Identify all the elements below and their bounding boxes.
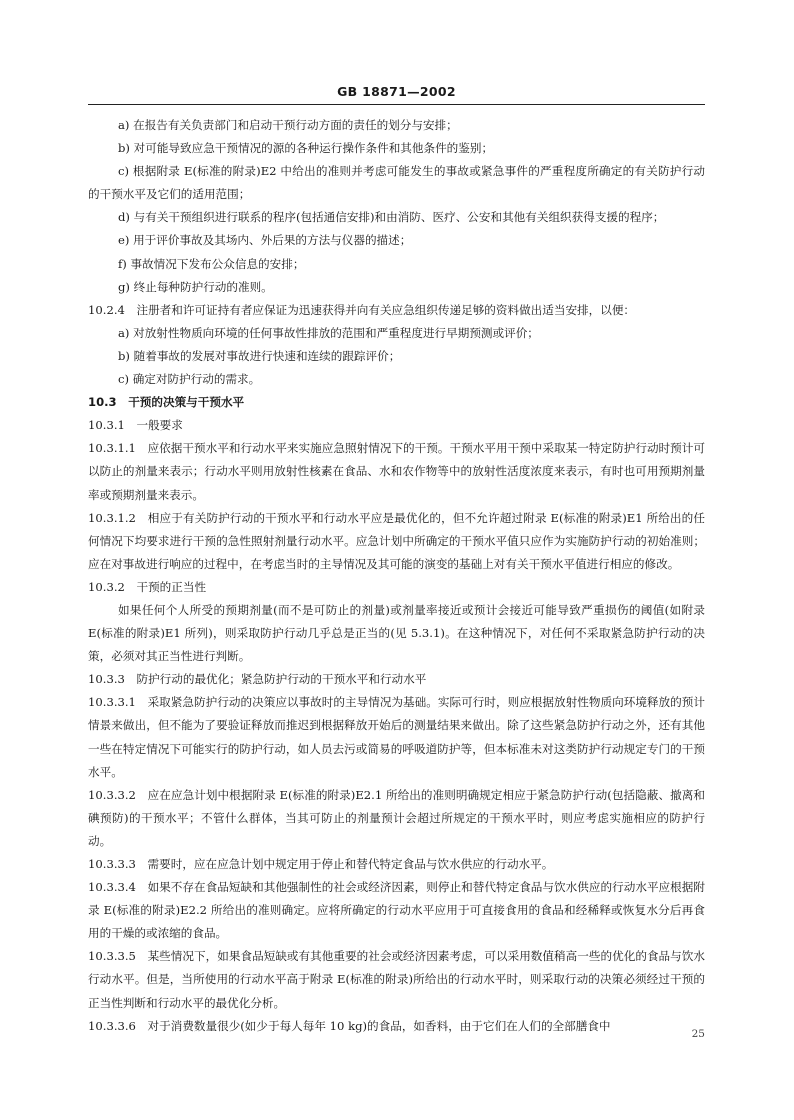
paragraph: c) 确定对防护行动的需求。: [118, 372, 261, 387]
paragraph: 10.3.3.1 采取紧急防护行动的决策应以事故时的主导情况为基础。实际可行时，则应根据放射性物质向环境释放的预计情景来做出，但不能为了要验证释放而推迟到根据释放开始后的测量结果来做出。除了这些紧急防护行动之外，还有其他一些在特定情况下可能实行的防护行动，如人员去污或简易的呼吸道防护等，但本标准未对这类防护行动规定专门的干预水平。: [88, 695, 705, 779]
paragraph: d) 与有关干预组织进行联系的程序(包括通信安排)和由消防、医疗、公安和其他有关组织获得支援的程序；: [118, 210, 665, 225]
paragraph: 10.2.4 注册者和许可证持有者应保证为迅速获得并向有关应急组织传递足够的资料做出适当安排，以便：: [88, 302, 636, 317]
paragraph: 如果任何个人所受的预期剂量(而不是可防止的剂量)或剂量率接近或预计会接近可能导致严重损伤的阈值(如附录 E(标准的附录)E1 所列)，则采取防护行动几乎总是正当的(见 5.3.1)。在这种情况下，对任何不采取紧急防护行动的决策，必须对其正当性进行判断。: [88, 602, 705, 664]
page-number: 25: [691, 1028, 705, 1040]
section-heading: 10.3 干预的决策与干预水平: [88, 395, 245, 410]
paragraph: 10.3.3.2 应在应急计划中根据附录 E(标准的附录)E2.1 所给出的准则明确规定相应于紧急防护行动(包括隐蔽、撤离和碘预防)的干预水平；不管什么群体，当其可防止的剂量预计会超过所规定的干预水平时，则应考虑实施相应的防护行动。: [88, 787, 705, 848]
paragraph: b) 随着事故的发展对事故进行快速和连续的跟踪评价；: [118, 348, 401, 363]
paragraph: a) 对放射性物质向环境的任何事故性排放的范围和严重程度进行早期预测或评价；: [118, 325, 539, 340]
paragraph: 10.3.1.1 应依据干预水平和行动水平来实施应急照射情况下的干预。干预水平用干预中采取某一特定防护行动时预计可以防止的剂量来表示；行动水平则用放射性核素在食品、水和农作物等中的放射性活度浓度来表示，有时也可用预期剂量率或预期剂量来表示。: [88, 441, 705, 502]
paragraph: 10.3.2 干预的正当性: [88, 579, 207, 594]
paragraph: b) 对可能导致应急干预情况的源的各种运行操作条件和其他条件的鉴别；: [118, 141, 494, 156]
paragraph: 10.3.1.2 相应于有关防护行动的干预水平和行动水平应是最优化的，但不允许超过附录 E(标准的附录)E1 所给出的任何情况下均要求进行干预的急性照射剂量行动水平。应急计划中所确定的干预水平值只应作为实施防护行动的初始准则；应在对事故进行响应的过程中，在考虑当时的主导情况及其可能的演变的基础上对有关干预水平值进行相应的修改。: [88, 510, 705, 571]
paragraph: c) 根据附录 E(标准的附录)E2 中给出的准则并考虑可能发生的事故或紧急事件的严重程度所确定的有关防护行动的干预水平及它们的适用范围；: [88, 164, 705, 202]
header-rule: [88, 104, 705, 105]
paragraph: f) 事故情况下发布公众信息的安排；: [118, 256, 305, 271]
paragraph: e) 用于评价事故及其场内、外后果的方法与仪器的描述；: [118, 233, 412, 248]
paragraph: a) 在报告有关负责部门和启动干预行动方面的责任的划分与安排；: [118, 118, 458, 132]
paragraph: 10.3.1 一般要求: [88, 418, 183, 433]
paragraph: 10.3.3 防护行动的最优化；紧急防护行动的干预水平和行动水平: [88, 672, 427, 687]
paragraph: 10.3.3.4 如果不存在食品短缺和其他强制性的社会或经济因素，则停止和替代特定食品与饮水供应的行动水平应根据附录 E(标准的附录)E2.2 所给出的准则确定。应将所确定的行动水平应用于可直接食用的食品和经稀释或恢复水分后再食用的干燥的或浓缩的食品。: [88, 880, 705, 941]
paragraph: 10.3.3.5 某些情况下，如果食品短缺或有其他重要的社会或经济因素考虑，可以采用数值稍高一些的优化的食品与饮水行动水平。但是，当所使用的行动水平高于附录 E(标准的附录)所给出的行动水平时，则采取行动的决策必须经过干预的正当性判断和行动水平的最优化分析。: [88, 949, 705, 1010]
paragraph: 10.3.3.3 需要时，应在应急计划中规定用于停止和替代特定食品与饮水供应的行动水平。: [88, 857, 554, 871]
paragraph: 10.3.3.6 对于消费数量很少(如少于每人每年 10 kg)的食品，如香料，由于它们在人们的全部膳食中: [88, 1018, 611, 1033]
document-body: [88, 114, 705, 1038]
paragraph: g) 终止每种防护行动的准则。: [118, 279, 273, 294]
standard-code-header: GB 18871—2002: [337, 84, 456, 99]
